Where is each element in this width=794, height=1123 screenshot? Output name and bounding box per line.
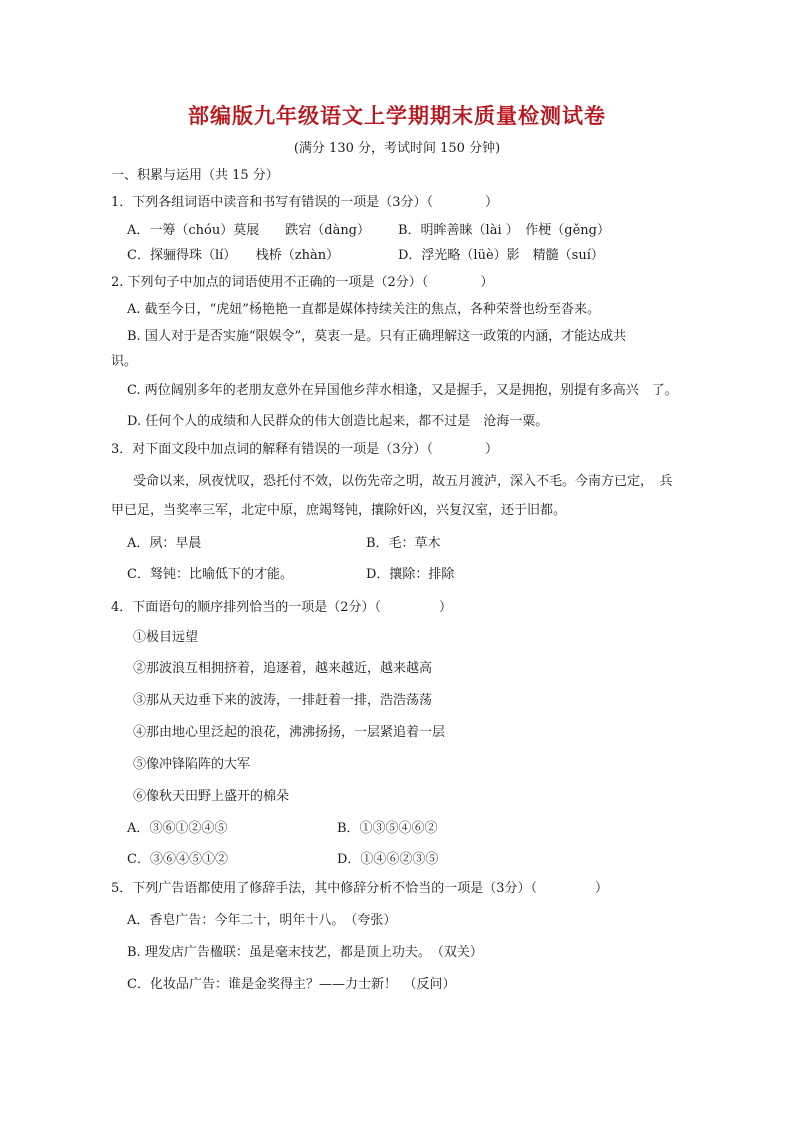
question-1-stem bbox=[111, 194, 498, 212]
question-4-stem bbox=[111, 599, 452, 617]
q4-item-5: ⑤像冲锋陷阵的大军 bbox=[133, 757, 251, 772]
q3-option-a: A．夙：早晨 bbox=[127, 536, 202, 551]
question-1-close: ） bbox=[485, 195, 499, 210]
q4-option-b: B．①③⑤④⑥② bbox=[337, 821, 438, 836]
q4-item-2: ②那波浪互相拥挤着，追逐着，越来越近，越来越高 bbox=[133, 661, 433, 676]
q4-item-3: ③那从天边垂下来的波涛，一排赶着一排，浩浩荡荡 bbox=[133, 693, 433, 708]
q5-option-c: C．化妆品广告：谁是金奖得主？——力士新！ （反问） bbox=[127, 977, 456, 992]
question-4-text: 4．下面语句的顺序排列恰当的一项是（2分）（ bbox=[111, 600, 382, 615]
q2-option-b-line1: B. 国人对于是否实施“限娱令”，莫衷一是。只有正确理解这一政策的内涵，才能达成共 bbox=[127, 329, 627, 344]
question-5-stem bbox=[111, 880, 608, 898]
q4-option-d: D．①④⑥②③⑤ bbox=[337, 852, 439, 867]
q3-option-c: C．驽钝：比喻低下的才能。 bbox=[127, 567, 293, 582]
q1-option-d: D．浮光略（lüè）影 精髓（suí） bbox=[398, 248, 604, 263]
q3-passage-line1: 受命以来，夙夜忧叹，恐托付不效，以伤先帝之明，故五月渡泸，深入不毛。今南方已定， 兵 bbox=[133, 474, 673, 489]
question-3-close: ） bbox=[485, 442, 499, 457]
page-subtitle: (满分 130 分，考试时间 150 分钟) bbox=[293, 141, 501, 156]
question-2-stem bbox=[111, 274, 493, 292]
question-3-text: 3．对下面文段中加点词的解释有错误的一项是（3分）（ bbox=[111, 442, 434, 457]
q4-item-1: ①极目远望 bbox=[133, 630, 199, 645]
question-2-text: 2. 下列句子中加点的词语使用不正确的一项是（2分）（ bbox=[111, 275, 429, 290]
q1-option-b: B．明眸善睐（lài ） 作梗（gěng） bbox=[398, 223, 610, 238]
q5-option-a: A．香皂广告：今年二十，明年十八。 （夸张） bbox=[127, 913, 397, 928]
question-4-close: ） bbox=[439, 600, 453, 615]
q2-option-d: D. 任何个人的成绩和人民群众的伟大创造比起来，都不过是 沧海一粟。 bbox=[127, 414, 549, 429]
section-heading: 一、积累与运用（共 15 分） bbox=[111, 168, 279, 183]
q4-option-c: C．③⑥④⑤①② bbox=[127, 852, 228, 867]
question-2-close: ） bbox=[480, 275, 494, 290]
page-title: 部编版九年级语文上学期期末质量检测试卷 bbox=[188, 103, 606, 128]
question-5-text: 5．下列广告语都使用了修辞手法，其中修辞分析不恰当的一项是（3分）（ bbox=[111, 881, 538, 896]
q1-option-c: C．探骊得珠（lí） 栈桥（zhàn） bbox=[127, 248, 340, 263]
q3-option-d: D．攘除：排除 bbox=[366, 567, 455, 582]
question-5-close: ） bbox=[595, 881, 609, 896]
q4-item-6: ⑥像秋天田野上盛开的棉朵 bbox=[133, 789, 290, 804]
q2-option-c: C. 两位阔别多年的老朋友意外在异国他乡萍水相逢，又是握手，又是拥抱，别提有多高兴 了。 bbox=[127, 383, 678, 398]
q3-passage-line2: 甲已足，当奖率三军，北定中原，庶竭驽钝，攘除奸凶，兴复汉室，还于旧都。 bbox=[111, 503, 567, 518]
q3-option-b: B．毛：草木 bbox=[366, 536, 441, 551]
question-1-text: 1．下列各组词语中读音和书写有错误的一项是（3分）（ bbox=[111, 195, 434, 210]
q4-option-a: A．③⑥①②④⑤ bbox=[127, 821, 228, 836]
q2-option-b-line2: 识。 bbox=[111, 354, 138, 369]
question-3-stem bbox=[111, 441, 498, 459]
q1-option-a: A．一筹（chóu）莫展 跌宕（dàng） bbox=[127, 223, 371, 238]
q4-item-4: ④那由地心里泛起的浪花，沸沸扬扬，一层紧追着一层 bbox=[133, 725, 446, 740]
q2-option-a: A. 截至今日，“虎妞”杨艳艳一直都是媒体持续关注的焦点，各种荣誉也纷至沓来。 bbox=[127, 302, 600, 317]
q5-option-b: B. 理发店广告楹联：虽是毫末技艺，都是顶上功夫。 （双关） bbox=[127, 945, 483, 960]
